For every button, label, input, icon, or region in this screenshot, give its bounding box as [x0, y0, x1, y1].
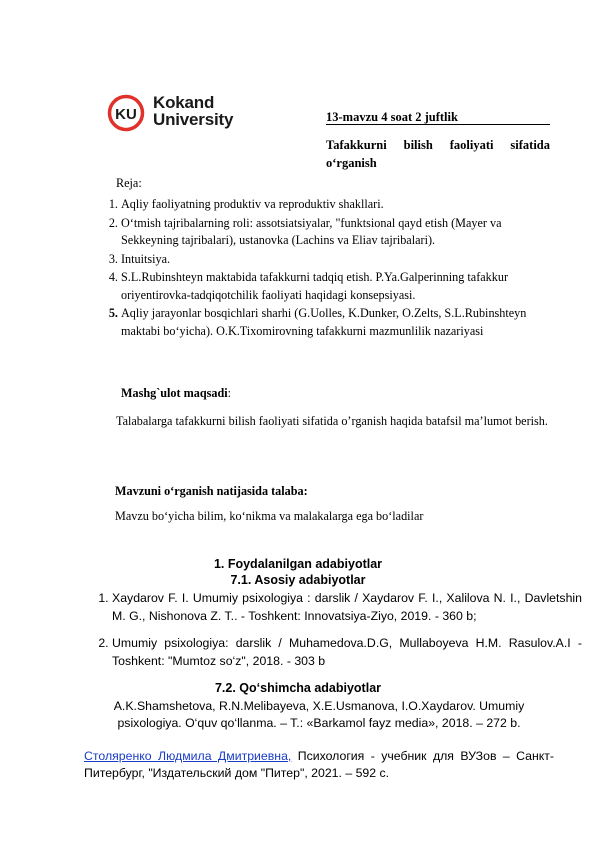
session-header: 13-mavzu 4 soat 2 juftlik	[326, 110, 458, 124]
goal-text: Talabalarga tafakkurni bilish faoliyati sifatida o’rganish haqida batafsil ma’lumot berish.	[116, 414, 548, 428]
goal-heading: Mashg`ulot maqsadi:	[121, 386, 232, 400]
extra-reference-2: Столяренко Людмила Дмитриевна, Психология - учебник для ВУЗов – Санкт-Питербург, "Издательский дом "Питер", 2021. – 592 с.	[84, 749, 554, 780]
plan-item: 5. Aqliy jarayonlar bosqichlari sharhi (G.Uolles, K.Dunker, O.Zelts, S.L.Rubinshteyn maktabi bo‘yicha). O.K.Tixomirovning tafakkurni mazmunlilik nazariyasi	[121, 305, 561, 340]
ku-logo-icon	[107, 94, 147, 132]
reference-item: 1. Xaydarov F. I. Umumiy psixologiya : darslik / Xaydarov F. I., Xalilova N. I., Davletshin M. G., Nishonova Z. T.. - Toshkent: Innovatsiya-Ziyo, 2019. - 360 b;	[112, 590, 582, 625]
logo-wordmark: Kokand University	[153, 93, 234, 129]
outcome-heading: Mavzuni o‘rganish natijasida talaba:	[115, 484, 308, 498]
kokand-university-logo	[107, 94, 247, 132]
outcome-text: Mavzu bo‘yicha bilim, ko‘nikma va malakalarga ega bo‘ladilar	[115, 509, 424, 523]
svg-text:KU: KU	[115, 106, 137, 123]
plan-list	[93, 196, 561, 340]
literature-heading: 1. Foydalanilgan adabiyotlar	[213, 557, 383, 571]
plan-item: 4. S.L.Rubinshteyn maktabida tafakkurni tadqiq etish. P.Ya.Galperinning tafakkur oriyentirovka-tadqiqotchilik faoliyati haqidagi konsepsiyasi.	[121, 269, 561, 304]
main-literature-list	[84, 590, 582, 680]
plan-item: 2. O‘tmish tajribalarning roli: assotsiatsiyalar, "funktsional qayd etish (Mayer va Sekkeyning tajribalari), ustanovka (Lachins va Eliav tajribalari).	[121, 215, 561, 250]
topic-title: Tafakkurni bilish faoliyati sifatida o‘rganish	[326, 138, 550, 170]
header-divider	[326, 124, 550, 125]
author-link[interactable]: Столяренко Людмила Дмитриевна,	[84, 749, 292, 763]
main-literature-heading: 7.1. Asosiy adabiyotlar	[230, 573, 366, 587]
reference-item: 2. Umumiy psixologiya: darslik / Muhamedova.D.G, Mullaboyeva H.M. Rasulov.A.I - Toshkent: "Mumtoz so‘z", 2018. - 303 b	[112, 635, 582, 670]
extra-reference-1: A.K.Shamshetova, R.N.Melibayeva, X.E.Usmanova, I.O.Xaydarov. Umumiy psixologiya. O‘quv qo‘llanma. – T.: «Barkamol fayz media», 2018. – 272 b.	[113, 699, 525, 730]
extra-literature-heading: 7.2. Qo‘shimcha adabiyotlar	[214, 681, 382, 695]
plan-title: Reja:	[116, 176, 142, 190]
plan-item: 1. Aqliy faoliyatning produktiv va reproduktiv shakllari.	[121, 196, 561, 214]
plan-item: 3. Intuitsiya.	[121, 251, 561, 269]
